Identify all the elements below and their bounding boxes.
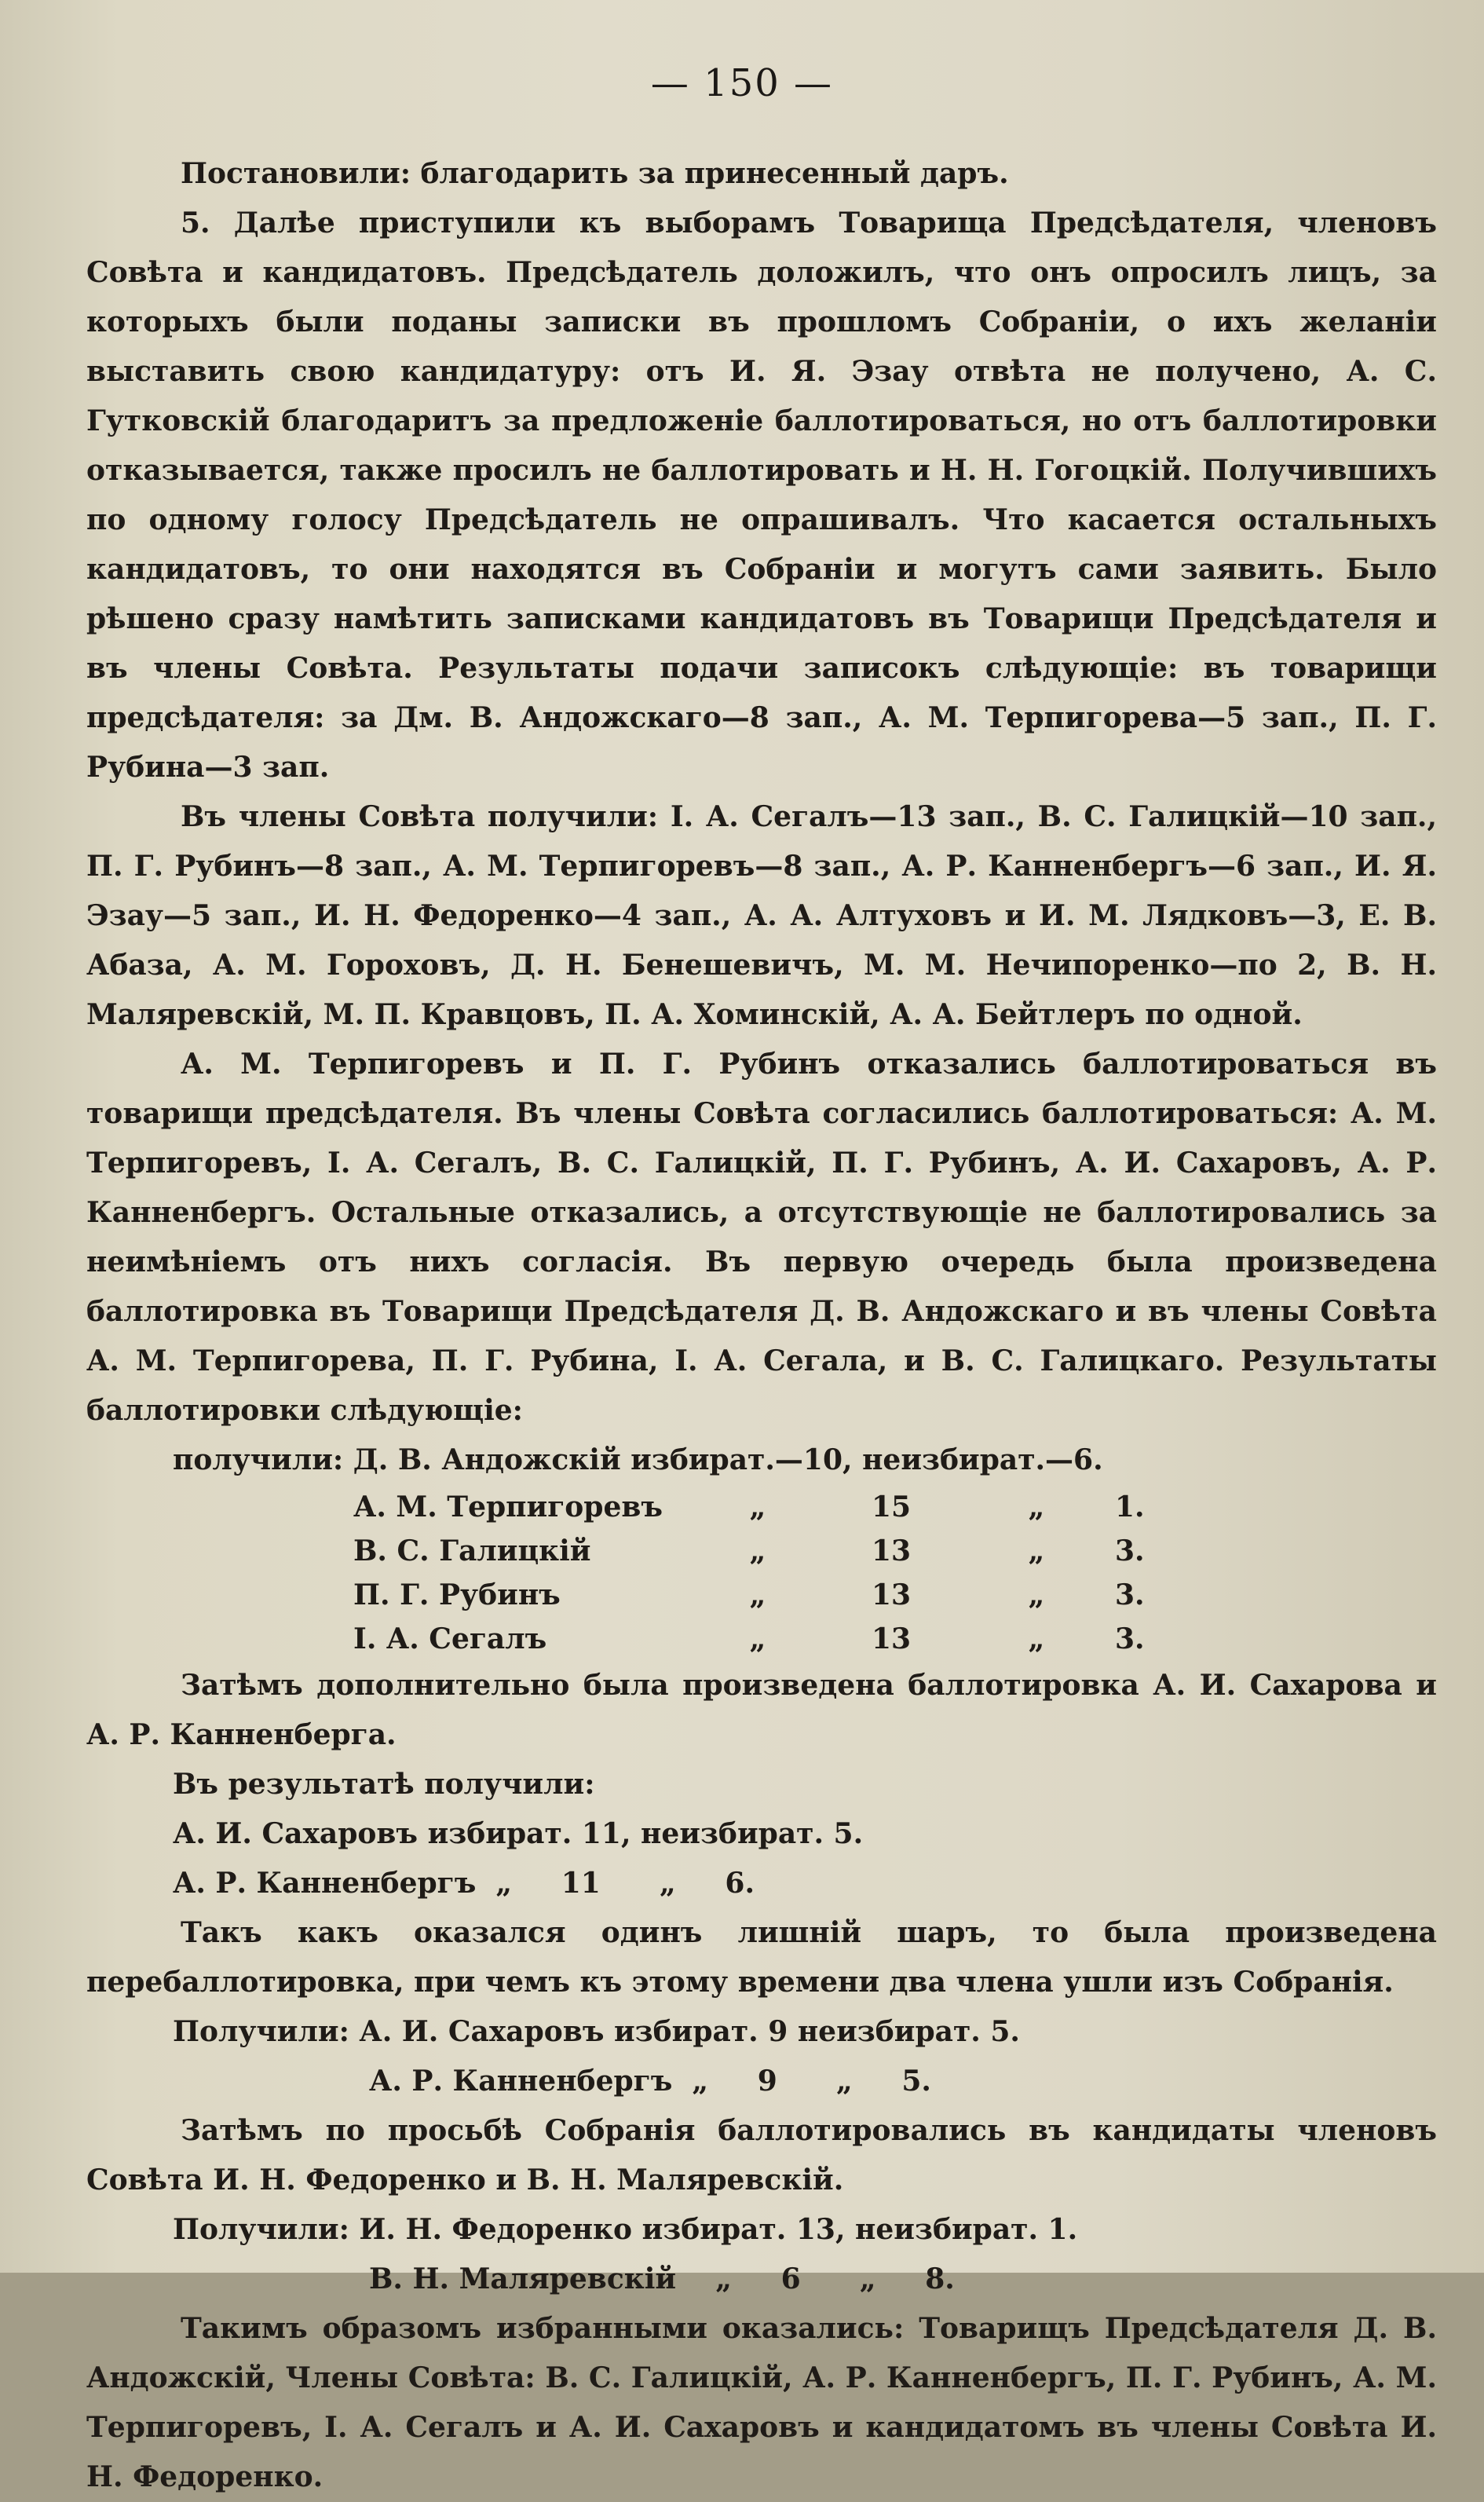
vote-row (86, 1617, 1437, 1661)
result-header: Въ результатѣ получили: (173, 1768, 595, 1801)
reballot-line: Получили: А. И. Сахаровъ избират. 9 неизбират. 5. (173, 2015, 1020, 2048)
ditto-mark: „ (749, 1578, 766, 1611)
result-line: А. И. Сахаровъ избират. 11, неизбират. 5. (173, 1817, 864, 1850)
vote-row (86, 1573, 1437, 1617)
ditto-mark: „ (749, 1622, 766, 1655)
vote-against: 3. (1115, 1534, 1145, 1567)
ditto-mark: „ (1028, 1578, 1045, 1611)
vote-name: А. М. Терпигоревъ (353, 1491, 663, 1524)
vote-row (86, 1485, 1437, 1529)
reballot-line: А. Р. Канненбергъ „ 9 „ 5. (369, 2065, 931, 2098)
page-body (86, 149, 1437, 2502)
candidate-line: Получили: И. Н. Федоренко избират. 13, неизбират. 1. (173, 2213, 1078, 2246)
paragraph-ballot-consent: А. М. Терпигоревъ и П. Г. Рубинъ отказались баллотироваться въ товарищи предсѣдателя. Въ члены Совѣта согласились баллотироваться: А. М. Терпигоревъ, І. А. Сегалъ, В. С. Галицкій, П. Г. Рубинъ, А. И. Сахаровъ, А. Р. Канненбергъ. Остальные отказались, а отсутствующіе не баллотировались за неимѣніемъ отъ нихъ согласія. Въ первую очередь была произведена баллотировка въ Товарищи Предсѣдателя Д. В. Андожскаго и въ члены Совѣта А. М. Терпигорева, П. Г. Рубина, І. А. Сегала, и В. С. Галицкаго. Результаты баллотировки слѣдующіе: (86, 1048, 1437, 1427)
vote-for: 13 (871, 1578, 912, 1611)
vote-against: 1. (1115, 1491, 1145, 1524)
vote-name: В. С. Галицкій (353, 1534, 591, 1567)
ditto-mark: „ (1028, 1534, 1045, 1567)
paragraph-council-votes: Въ члены Совѣта получили: І. А. Сегалъ—13 зап., В. С. Галицкій—10 зап., П. Г. Рубинъ—8 зап., А. М. Терпигоревъ—8 зап., А. Р. Канненбергъ—6 зап., И. Я. Эзау—5 зап., И. Н. Федоренко—4 зап., А. А. Алтуховъ и И. М. Лядковъ—3, Е. В. Абаза, А. М. Гороховъ, Д. Н. Бенешевичъ, М. М. Нечипоренко—по 2, В. Н. Маляревскій, М. П. Кравцовъ, П. А. Хоминскій, А. А. Бейтлеръ по одной. (86, 800, 1437, 1031)
ditto-mark: „ (749, 1534, 766, 1567)
vote-against: 3. (1115, 1622, 1145, 1655)
ditto-mark: „ (1028, 1622, 1045, 1655)
paragraph-final: Такимъ образомъ избранными оказались: Товарищъ Предсѣдателя Д. В. Андожскій, Члены Совѣта: В. С. Галицкій, А. Р. Канненбергъ, П. Г. Рубинъ, А. М. Терпигоревъ, І. А. Сегалъ и А. И. Сахаровъ и кандидатомъ въ члены Совѣта И. Н. Федоренко. (86, 2312, 1437, 2493)
paragraph-reballot: Такъ какъ оказался одинъ лишній шаръ, то была произведена перебаллотировка, при чемъ къ этому времени два члена ушли изъ Собранія. (86, 1916, 1437, 1999)
vote-row (86, 1529, 1437, 1573)
ditto-mark: „ (1028, 1491, 1045, 1524)
result-line: А. Р. Канненбергъ „ 11 „ 6. (173, 1867, 755, 1900)
vote-for: 13 (871, 1534, 912, 1567)
vote-for: 15 (871, 1491, 912, 1524)
vote-name: П. Г. Рубинъ (353, 1578, 561, 1611)
vote-against: 3. (1115, 1578, 1145, 1611)
page-number: — 150 — (650, 61, 834, 105)
vote1-table (86, 1485, 1437, 1661)
vote-for: 13 (871, 1622, 912, 1655)
vote-name: І. А. Сегалъ (353, 1622, 547, 1655)
vote1-intro: получили: Д. В. Андожскій избират.—10, неизбират.—6. (173, 1443, 1103, 1476)
paragraph-candidates: Затѣмъ по просьбѣ Собранія баллотировались въ кандидаты членовъ Совѣта И. Н. Федоренко и В. Н. Маляревскій. (86, 2114, 1437, 2197)
paragraph-resolution: Постановили: благодарить за принесенный даръ. (181, 157, 1009, 190)
candidate-line: В. Н. Маляревскій „ 6 „ 8. (369, 2262, 955, 2295)
paragraph-elections: 5. Далѣе приступили къ выборамъ Товарища Предсѣдателя, членовъ Совѣта и кандидатовъ. Предсѣдатель доложилъ, что онъ опросилъ лицъ, за которыхъ были поданы записки въ прошломъ Собраніи, о ихъ желаніи выставить свою кандидатуру: отъ И. Я. Эзау отвѣта не получено, А. С. Гутковскій благодаритъ за предложеніе баллотироваться, но отъ баллотировки отказывается, также просилъ не баллотировать и Н. Н. Гогоцкій. Получившихъ по одному голосу Предсѣдатель не опрашивалъ. Что касается остальныхъ кандидатовъ, то они находятся въ Собраніи и могутъ сами заявить. Было рѣшено сразу намѣтить записками кандидатовъ въ Товарищи Предсѣдателя и въ члены Совѣта. Результаты подачи записокъ слѣдующіе: въ товарищи предсѣдателя: за Дм. В. Андожскаго—8 зап., А. М. Терпигорева—5 зап., П. Г. Рубина—3 зап. (86, 207, 1437, 784)
ditto-mark: „ (749, 1491, 766, 1524)
paragraph-additional-ballot: Затѣмъ дополнительно была произведена баллотировка А. И. Сахарова и А. Р. Канненберга. (86, 1669, 1437, 1751)
